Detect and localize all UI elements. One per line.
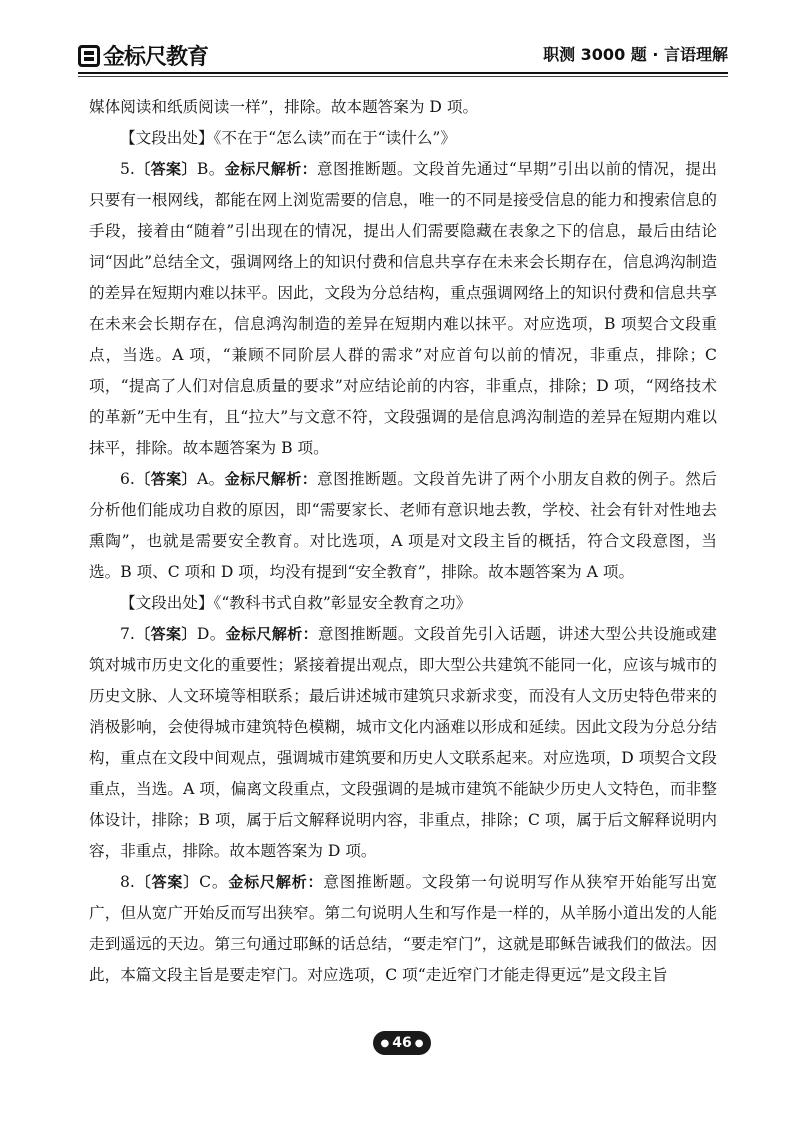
analysis-label: 金标尺解析：: [225, 625, 318, 643]
answer-value: A。: [196, 470, 225, 488]
answer-label: 〔答案〕: [134, 625, 197, 643]
book-title: 职测 3000 题 · 言语理解: [543, 45, 728, 64]
analysis-text: 意图推断题。文段首先引入话题，讲述大型公共设施或建筑对城市历史文化的重要性；紧接着提出观点，即大型公共建筑不能同一化，应该与城市的历史文脉、人文环境等相联系；最后讲述城市建筑只求新求变，而没有人文历史特色带来的消极影响，会使得城市建筑特色模糊，城市文化内涵难以形成和延续。因此文段为分总分结构，重点在文段中间观点，强调城市建筑要和历史人文联系起来。对应选项，D 项契合文段重点，当选。A 项，偏离文段重点，文段强调的是城市建筑不能缺少历史人文特色，而非整体设计，排除；B 项，属于后文解释说明内容，非重点，排除；C 项，属于后文解释说明内容，非重点，排除。故本题答案为 D 项。: [89, 625, 717, 860]
analysis-text: 意图推断题。文段首先通过“早期”引出以前的情况，提出只要有一根网线，都能在网上浏览需要的信息，唯一的不同是接受信息的能力和搜索信息的手段，接着由“随着”引出现在的情况，提出人们需要隐藏在表象之下的信息，最后由结论词“因此”总结全文，强调网络上的知识付费和信息共享存在未来会长期存在，信息鸿沟制造的差异在短期内难以抹平。因此，文段为分总结构，重点强调网络上的知识付费和信息共享在未来会长期存在，信息鸿沟制造的差异在短期内难以抹平。对应选项，B 项契合文段重点，当选。A 项，“兼顾不同阶层人群的需求”对应首句以前的情况，非重点，排除；C 项，“提高了人们对信息质量的要求”对应结论前的内容，非重点，排除；D 项，“网络技术的革新”无中生有，且“拉大”与文意不符，文段强调的是信息鸿沟制造的差异在短期内难以抹平，排除。故本题答案为 B 项。: [89, 160, 717, 457]
question-number: 8.: [120, 873, 135, 891]
page-content: [89, 92, 717, 991]
page-number: 46: [392, 1035, 412, 1051]
header-rule-thin: [78, 76, 728, 77]
answer-explanation-8: [89, 867, 717, 991]
question-number: 6.: [120, 470, 135, 488]
answer-value: B。: [196, 160, 225, 178]
source-title: 《不在于“怎么读”而在于“读什么”》: [213, 129, 456, 147]
answer-explanation-5: [89, 154, 717, 464]
question-number: 5.: [120, 160, 135, 178]
header-rule: [78, 72, 728, 74]
answer-value: C。: [199, 873, 229, 891]
page-header: [78, 40, 728, 74]
answer-label: 〔答案〕: [134, 873, 200, 891]
analysis-text: 意图推断题。文段第一句说明写作从狭窄开始能写出宽广，但从宽广开始反而写出狭窄。第二句说明人生和写作是一样的，从羊肠小道出发的人能走到遥远的天边。第三句通过耶稣的话总结，“要走窄门”，这就是耶稣告诫我们的做法。因此，本篇文段主旨是要走窄门。对应选项，C 项“走近窄门才能走得更远”是文段主旨: [89, 873, 717, 984]
logo-icon: [78, 45, 100, 67]
source-citation: [89, 123, 717, 154]
answer-explanation-6: [89, 464, 717, 588]
paragraph-continued: 媒体阅读和纸质阅读一样”，排除。故本题答案为 D 项。: [89, 98, 479, 116]
analysis-label: 金标尺解析：: [224, 470, 318, 488]
question-number: 7.: [120, 625, 135, 643]
analysis-label: 金标尺解析：: [228, 873, 324, 891]
answer-explanation-7: [89, 619, 717, 867]
answer-value: D。: [196, 625, 226, 643]
source-citation: [89, 588, 717, 619]
logo-text: 金标尺教育: [103, 45, 209, 70]
source-label: 【文段出处】: [120, 594, 214, 612]
page-number-badge: [373, 1031, 431, 1055]
analysis-label: 金标尺解析：: [224, 160, 318, 178]
source-label: 【文段出处】: [120, 129, 214, 147]
answer-label: 〔答案〕: [134, 160, 197, 178]
source-title: 《“教科书式自救”彰显安全教育之功》: [213, 594, 472, 612]
dot-icon: ●: [414, 1037, 424, 1049]
answer-label: 〔答案〕: [134, 470, 197, 488]
analysis-text: 意图推断题。文段首先讲了两个小朋友自救的例子。然后分析他们能成功自救的原因，即“需要家长、老师有意识地去教，学校、社会有针对性地去熏陶”，也就是需要安全教育。对比选项，A 项是对文段主旨的概括，符合文段意图，当选。B 项、C 项和 D 项，均没有提到“安全教育”，排除。故本题答案为 A 项。: [89, 470, 717, 581]
dot-icon: ●: [380, 1037, 390, 1049]
brand-logo: [78, 40, 208, 71]
